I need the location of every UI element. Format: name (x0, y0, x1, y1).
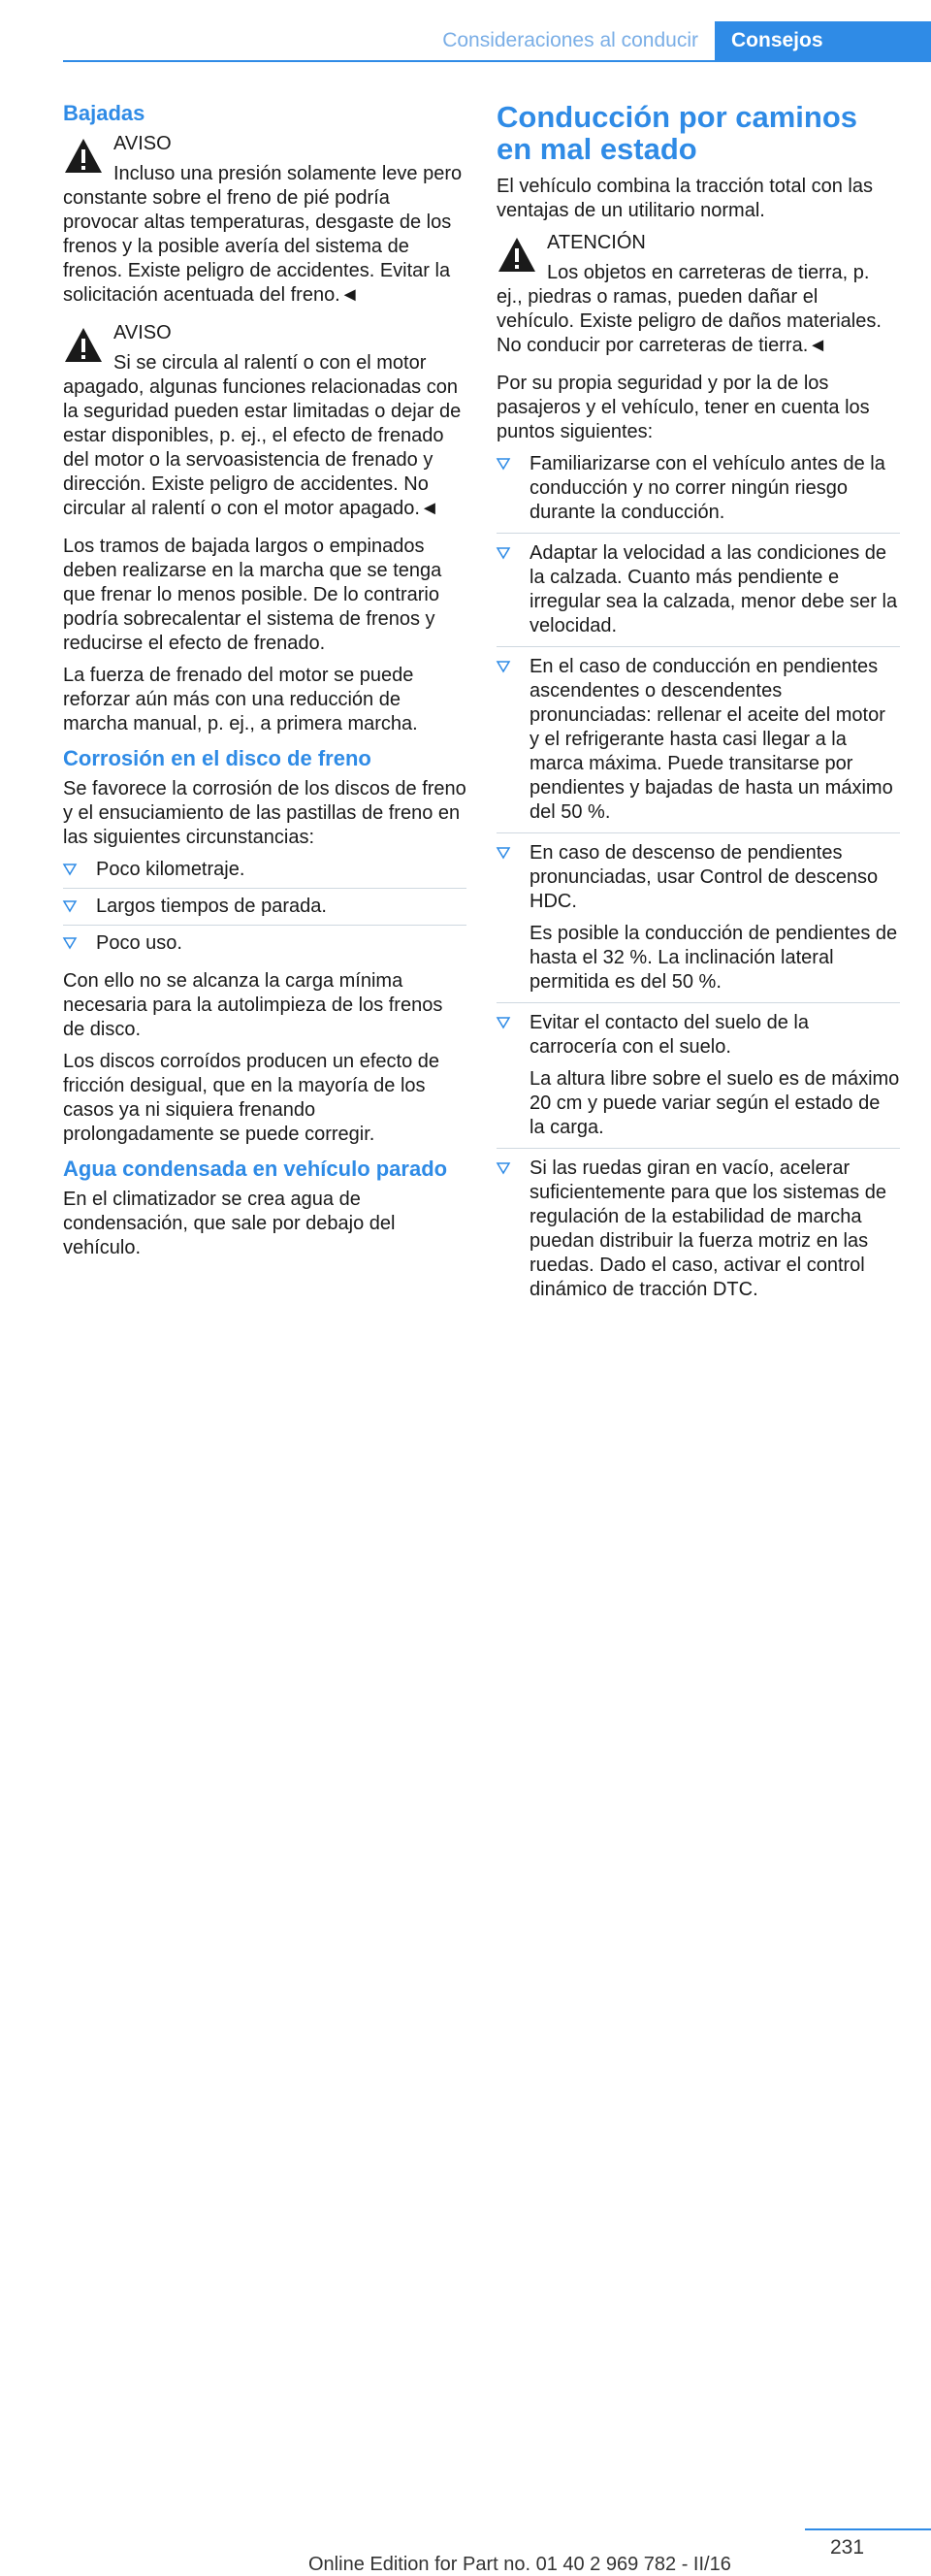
heading-agua: Agua condensada en vehículo parado (63, 1157, 448, 1181)
chapter-tab: Consejos (715, 21, 931, 60)
warning-text: Si se circula al ralentí o con el motor apagado, algunas funciones relacionadas con la seguridad pueden estar limitadas o dejar de estar disponibles, p. ej., el efecto de frenado del motor o la servoasistencia de frenado y dirección. Existe peligro de accidentes. No circular al ralentí o con el motor apagado.◄ (63, 352, 462, 519)
warning-block-3 (497, 231, 900, 358)
heading-bajadas: Bajadas (63, 101, 145, 125)
warning-title: AVISO (113, 322, 172, 343)
page-header (0, 0, 931, 62)
list-item: En el caso de conducción en pendientes ascendentes o descendentes pronunciadas: rellenar el aceite del motor y el refrigerante hasta casi llegar a la marca máxima. Puede transitarse por pendientes y bajadas de hasta un máximo del 50 %. (497, 655, 900, 833)
triangle-bullet-icon (63, 863, 77, 876)
list-item: Si las ruedas giran en vacío, acelerar suficientemente para que los sistemas de regulación de la estabilidad de marcha puedan distribuir la fuerza motriz en las ruedas. Dado el caso, activar el control dinámico de tracción DTC. (497, 1157, 900, 1310)
paragraph: En el climatizador se crea agua de condensación, que sale por debajo del vehículo. (63, 1189, 396, 1258)
list-item: En caso de descenso de pendientes pronunciadas, usar Control de descenso HDC. Es posible la conducción de pendientes de hasta el 32 %. La inclinación lateral permitida es del 50 %. (497, 841, 900, 1003)
footer-rule (805, 2528, 931, 2530)
paragraph: Los discos corroídos producen un efecto de fricción desigual, que en la mayoría de los casos ya ni siquiera frenando prolongadamente se puede corregir. (63, 1051, 440, 1145)
list-item: Poco kilometraje. (63, 858, 466, 889)
paragraph: Se favorece la corrosión de los discos de freno y el ensuciamiento de las pastillas de freno en las siguientes circunstancias: (63, 778, 466, 848)
warning-block-2 (63, 321, 466, 521)
list-item: Largos tiempos de parada. (63, 895, 466, 926)
page-footer (0, 1261, 931, 2575)
bullet-list (497, 452, 900, 1310)
warning-text: Incluso una presión solamente leve pero constante sobre el freno de pié podría provocar altas temperaturas, desgaste de los frenos y la posible avería del sistema de frenos. Existe peligro de accidentes. Evitar la solicitación acentuada del freno.◄ (63, 163, 463, 306)
warning-title: ATENCIÓN (547, 232, 646, 253)
paragraph: Los tramos de bajada largos o empinados deben realizarse en la marcha que se tenga que frenar lo menos posible. De lo contrario podría sobrecalentar el sistema de frenos y reducirse el efecto de frenado. (63, 536, 442, 654)
paragraph: El vehículo combina la tracción total con las ventajas de un utilitario normal. (497, 176, 873, 221)
triangle-bullet-icon (497, 1161, 510, 1175)
paragraph: La fuerza de frenado del motor se puede reforzar aún más con una reducción de marcha manual, p. ej., a primera marcha. (63, 665, 418, 734)
bullet-list (63, 858, 466, 962)
triangle-bullet-icon (497, 1016, 510, 1029)
warning-icon (63, 325, 104, 366)
section-breadcrumb: Consideraciones al conducir (442, 29, 698, 51)
triangle-bullet-icon (497, 457, 510, 471)
left-column (63, 93, 466, 1268)
triangle-bullet-icon (63, 936, 77, 950)
paragraph: Por su propia seguridad y por la de los pasajeros y el vehículo, tener en cuenta los puntos siguientes: (497, 373, 870, 442)
heading-caminos: Conducción por caminos en mal estado (497, 100, 858, 166)
triangle-bullet-icon (497, 546, 510, 560)
warning-title: AVISO (113, 133, 172, 154)
triangle-bullet-icon (497, 660, 510, 673)
list-item-note: La altura libre sobre el suelo es de máximo 20 cm y puede variar según el estado de la carga. (530, 1068, 900, 1138)
header-rule (63, 60, 931, 62)
triangle-bullet-icon (63, 899, 77, 913)
list-item: Adaptar la velocidad a las condiciones de la calzada. Cuanto más pendiente e irregular sea la calzada, menor debe ser la velocidad. (497, 541, 900, 647)
right-column (497, 93, 900, 1318)
warning-icon (497, 235, 537, 276)
list-item: Familiarizarse con el vehículo antes de la conducción y no correr ningún riesgo durante la conducción. (497, 452, 900, 534)
edition-note: Online Edition for Part no. 01 40 2 969 782 - II/16 (308, 2554, 731, 2575)
list-item: Evitar el contacto del suelo de la carrocería con el suelo. La altura libre sobre el suelo es de máximo 20 cm y puede variar según el estado de la carga. (497, 1011, 900, 1149)
paragraph: Con ello no se alcanza la carga mínima necesaria para la autolimpieza de los frenos de disco. (63, 970, 443, 1040)
triangle-bullet-icon (497, 846, 510, 860)
page-number: 231 (830, 2536, 865, 2559)
warning-block-1 (63, 132, 466, 308)
warning-icon (63, 136, 104, 177)
warning-text: Los objetos en carreteras de tierra, p. ej., piedras o ramas, pueden dañar el vehículo. Existe peligro de daños materiales. No conducir por carreteras de tierra.◄ (497, 262, 882, 356)
heading-corrosion: Corrosión en el disco de freno (63, 746, 371, 770)
list-item-note: Es posible la conducción de pendientes de hasta el 32 %. La inclinación lateral permitida es del 50 %. (530, 923, 898, 993)
list-item: Poco uso. (63, 931, 466, 962)
